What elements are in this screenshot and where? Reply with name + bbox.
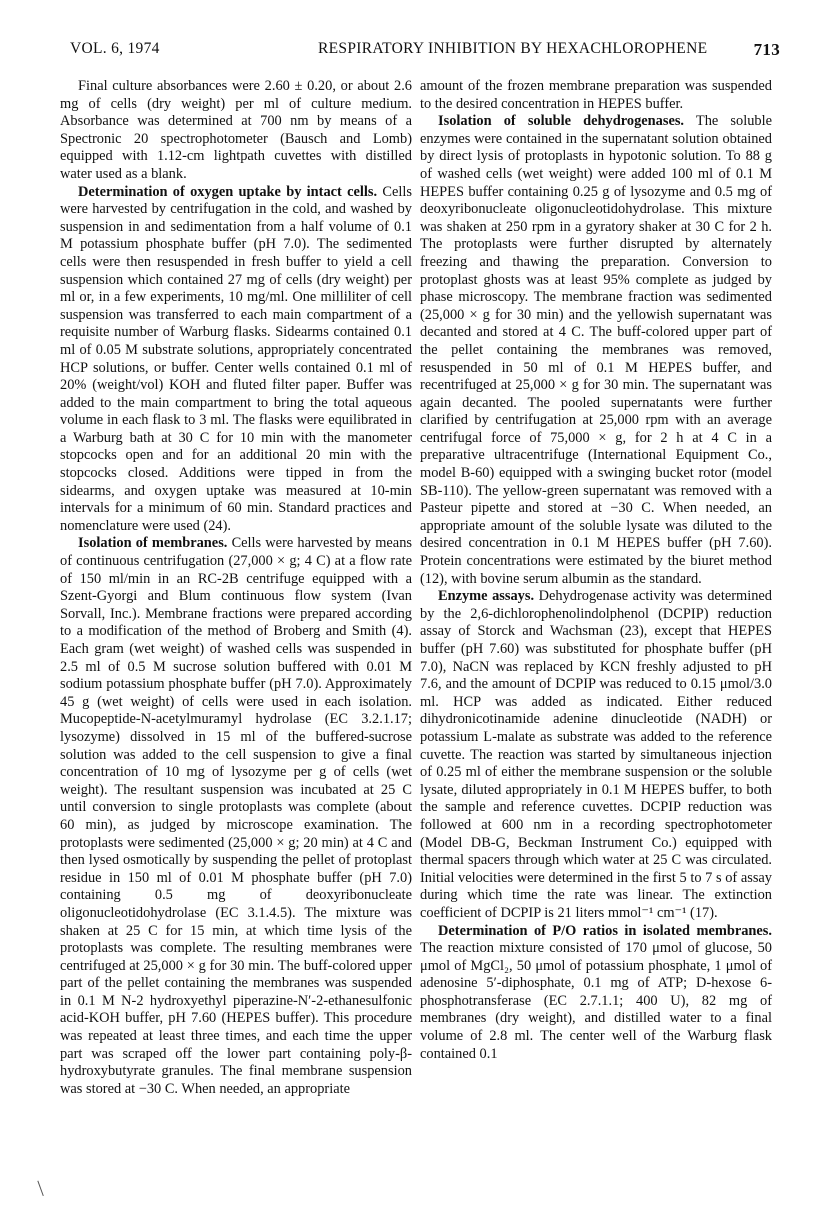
membrane-isolation-body: Cells were harvested by means of continuous centrifugation (27,000 × g; 4 C) at a flow rate of 150 ml/min in an RC-2B centrifuge equipped with a Szent-Gyorgi and Blum continuous flow system (Ivan Sorvall, Inc.). Membrane fractions were prepared according to a modification of the method of Broberg and Smith (4). Each gram (wet weight) of washed cells was suspended in 2.5 ml of 0.5 M sucrose solution buffered with 0.01 M sodium potassium phosphate buffer (pH 7.0). Approximately 45 g (wet weight) of cells were used in each isolation. Mucopeptide-N-acetylmuramyl hydrolase (EC 3.2.1.17; lysozyme) dissolved in 15 ml of the buffered-sucrose solution was added to the cell suspension to give a final concentration of 10 mg of lysozyme per g of cells (wet weight). The resultant suspension was incubated at 25 C until conversion to single protoplasts was complete (about 60 min), as judged by microscope examination. The protoplasts were sedimented (25,000 × g; 20 min) at 4 C and then lysed osmotically by suspending the pellet of protoplast residue in 150 ml of 0.01 M phosphate buffer (pH 7.0) containing 0.5 mg of deoxyribonucleate oligonucleotidohydrolase (EC 3.1.4.5). The mixture was shaken at 25 C for 15 min, at which time lysis of the protoplasts was complete. The resulting membranes were centrifuged at 25,000 × g for 30 min. The buff-colored upper part of the pellet containing the membranes was suspended in 0.1 M N-2 hydroxyethyl piperazine-N′-2-ethanesulfonic acid-KOH buffer, pH 7.60 (HEPES buffer). This procedure was repeated at least three times, and each time the upper part was scraped off the lower part containing poly-β-hydroxybutyrate granules. The final membrane suspension was stored at −30 C. When needed, an appropriate	[60, 535, 412, 1097]
running-header	[70, 40, 780, 70]
dehydrogenase-isolation-body: The soluble enzymes were contained in the supernatant solution obtained by direct lysis of protoplasts in hypotonic solution. To 88 g of washed cells (wet weight) were added 100 ml of 0.1 M HEPES buffer containing 0.25 g of lysozyme and 0.5 mg of deoxyribonucleate oligonucleotidohydrolase. This mixture was shaken at 250 rpm in a gyratory shaker at 30 C for 2 h. The protoplasts were further disrupted by alternately freezing and thawing the preparation. Conversion to protoplast ghosts was at least 95% complete as judged by phase microscopy. The membrane fraction was sedimented (25,000 × g for 30 min) and the yellowish supernatant was decanted and stored at 4 C. The buff-colored upper part of the pellet containing the membranes was removed, resuspended in 50 ml of 0.1 M HEPES buffer, and recentrifuged at 25,000 × g for 30 min. The supernatant was again decanted. The pooled supernatants were further clarified by centrifugation at 25,000 rpm with an average centrifugal force of 75,000 × g, for 2 h at 4 C in a preparative ultracentrifuge (International Equipment Co., model B-60) equipped with a swinging bucket rotor (model SB-110). The yellow-green supernatant was removed with a Pasteur pipette and stored at −30 C. When needed, an appropriate amount of the soluble lysate was diluted to the desired concentration in 0.1 M HEPES buffer (pH 7.60). Protein concentrations were estimated by the biuret method (12), with bovine serum albumin as the standard.	[420, 113, 772, 587]
membrane-isolation-paragraph	[60, 535, 412, 1098]
po-ratio-body: The reaction mixture consisted of 170 μmol of glucose, 50 μmol of MgCl₂, 50 μmol of potassium phosphate, 1 μmol of adenosine 5′-diphosphate, 0.1 mg of ATP; D-hexose 6-phosphotransferase (EC 2.7.1.1; 400 U), 82 mg of membranes (dry weight), and distilled water to a final volume of 2.8 ml. The center well of the Warburg flask contained 0.1	[420, 940, 772, 1062]
po-ratio-heading: Determination of P/O ratios in isolated membranes.	[438, 922, 772, 939]
membrane-isolation-heading: Isolation of membranes.	[78, 535, 228, 552]
right-column	[420, 78, 772, 1063]
oxygen-uptake-body: Cells were harvested by centrifugation in the cold, and washed by suspension in and sedimentation from a half volume of 0.1 M potassium phosphate buffer (pH 7.0). The sedimented cells were then resuspended in fresh buffer to yield a cell suspension which contained 27 mg of cells (dry weight) per ml or, in a few experiments, 10 mg/ml. One milliliter of cell suspension was transferred to each main compartment of a requisite number of Warburg flasks. Sidearms contained 0.1 ml of 0.05 M substrate solutions, appropriately concentrated HCP solutions, or buffer. Center wells contained 0.1 ml of 20% (weight/vol) KOH and fluted filter paper. Buffer was added to the main compartment to bring the total aqueous volume in each flask to 3 ml. The flasks were equilibrated in a Warburg bath at 30 C for 10 min with the manometer stopcocks open and for an additional 20 min with the stopcocks closed. Additions were tipped in from the sidearms, and oxygen uptake was measured at 10-min intervals for a minimum of 60 min. Standard practices and nomenclature were used (24).	[60, 183, 412, 534]
membrane-continuation-paragraph: amount of the frozen membrane preparation was suspended to the desired concentration in HEPES buffer.	[420, 78, 772, 112]
enzyme-assays-heading: Enzyme assays.	[438, 588, 535, 605]
left-column	[60, 78, 412, 1098]
oxygen-uptake-heading: Determination of oxygen uptake by intact cells.	[78, 183, 378, 200]
margin-pen-mark	[37, 1180, 45, 1196]
culture-absorbance-paragraph: Final culture absorbances were 2.60 ± 0.20, or about 2.6 mg of cells (dry weight) per ml of culture medium. Absorbance was determined at 700 nm by means of a Spectronic 20 spectrophotometer (Bausch and Lomb) equipped with 1.12-cm lightpath cuvettes with distilled water used as a blank.	[60, 78, 412, 182]
page-number: 713	[753, 40, 780, 59]
oxygen-uptake-paragraph	[60, 184, 412, 536]
po-ratio-paragraph	[420, 923, 772, 1064]
dehydrogenase-isolation-paragraph	[420, 113, 772, 588]
enzyme-assays-paragraph	[420, 588, 772, 922]
enzyme-assays-body: Dehydrogenase activity was determined by the 2,6-dichlorophenolindolphenol (DCPIP) reduction assay of Storck and Wachsman (23), except that HEPES buffer (pH 7.60) was substituted for phosphate buffer (pH 7.0), NaCN was replaced by KCN freshly adjusted to pH 7.6, and the amount of DCPIP was reduced to 0.15 μmol/3.0 ml. HCP was added as indicated. Either reduced dihydronicotinamide adenine dinucleotide (NADH) or potassium L-malate as substrate was added to the reference cuvette. The reaction was started by simultaneous injection of 0.25 ml of either the membrane suspension or the soluble lysate, diluted appropriately in 0.1 M HEPES buffer, to both the sample and reference cuvettes. DCPIP reduction was followed at 600 nm in a recording spectrophotometer (Model DB-G, Beckman Instrument Co.) equipped with thermal spacers through which water at 25 C was circulated. Initial velocities were determined in the first 5 to 7 s of assay during which time the rate was linear. The extinction coefficient of DCPIP is 21 liters mmol⁻¹ cm⁻¹ (17).	[420, 588, 772, 921]
dehydrogenase-isolation-heading: Isolation of soluble dehydrogenases.	[438, 113, 685, 130]
volume-label: VOL. 6, 1974	[70, 40, 160, 57]
running-title: RESPIRATORY INHIBITION BY HEXACHLOROPHENE	[318, 40, 708, 57]
